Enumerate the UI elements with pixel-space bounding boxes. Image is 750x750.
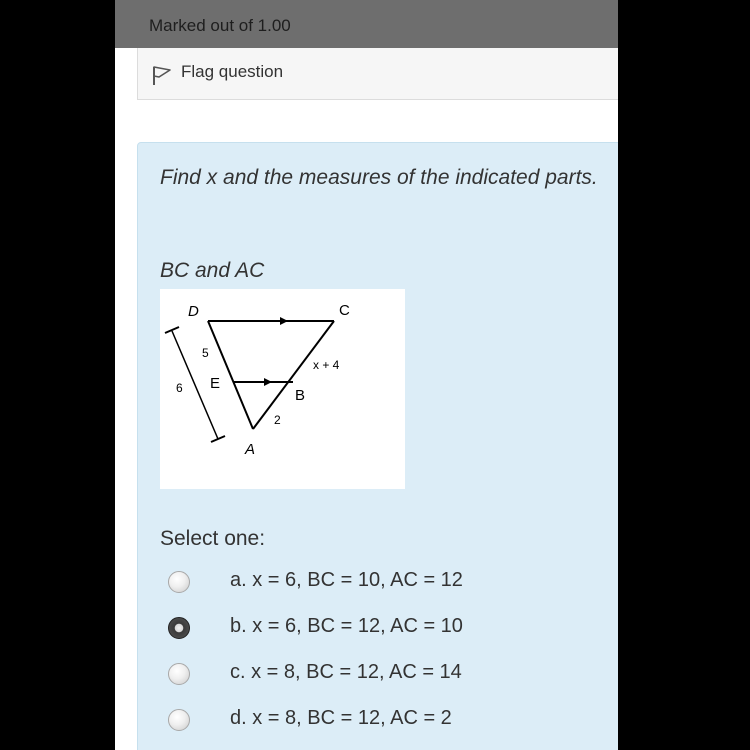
label-point-b: B: [295, 387, 306, 404]
label-point-e: E: [210, 375, 221, 392]
answer-option-label[interactable]: a. x = 6, BC = 10, AC = 12: [230, 569, 463, 591]
segment-ca: [253, 321, 334, 429]
flag-question-link[interactable]: Flag question: [181, 62, 284, 81]
label-point-a: A: [245, 441, 256, 458]
question-box: [137, 142, 618, 750]
flag-question-box: [137, 48, 618, 100]
indicated-parts: BC and AC: [160, 259, 265, 282]
answer-option-a[interactable]: [138, 567, 618, 603]
flag-icon[interactable]: [151, 64, 173, 91]
question-prompt: Find x and the measures of the indicated parts.: [160, 166, 598, 189]
label-segment-bc: x + 4: [313, 358, 340, 372]
label-segment-de: 5: [202, 346, 209, 360]
marked-out-of-text: Marked out of 1.00: [149, 16, 291, 35]
dimension-cap-bottom: [211, 436, 225, 442]
radio-option-b[interactable]: [168, 617, 190, 639]
answer-option-c[interactable]: [138, 659, 618, 695]
parallel-arrow-eb: [264, 378, 272, 386]
answer-option-b[interactable]: [138, 613, 618, 649]
radio-option-c[interactable]: [168, 663, 190, 685]
radio-option-a[interactable]: [168, 571, 190, 593]
label-point-c: C: [339, 302, 350, 319]
answer-option-d[interactable]: [138, 705, 618, 741]
answer-option-label[interactable]: b. x = 6, BC = 12, AC = 10: [230, 615, 463, 637]
parallel-arrow-dc: [280, 317, 288, 325]
triangle-figure: [160, 289, 405, 489]
answer-option-label[interactable]: c. x = 8, BC = 12, AC = 14: [230, 661, 462, 683]
quiz-page: [115, 0, 618, 750]
label-segment-ab: 2: [274, 413, 281, 427]
label-point-d: D: [188, 303, 199, 320]
label-segment-da: 6: [176, 381, 183, 395]
answer-option-label[interactable]: d. x = 8, BC = 12, AC = 2: [230, 707, 452, 729]
question-info-bar: [115, 0, 618, 48]
select-one-label: Select one:: [160, 527, 266, 550]
radio-option-d[interactable]: [168, 709, 190, 731]
